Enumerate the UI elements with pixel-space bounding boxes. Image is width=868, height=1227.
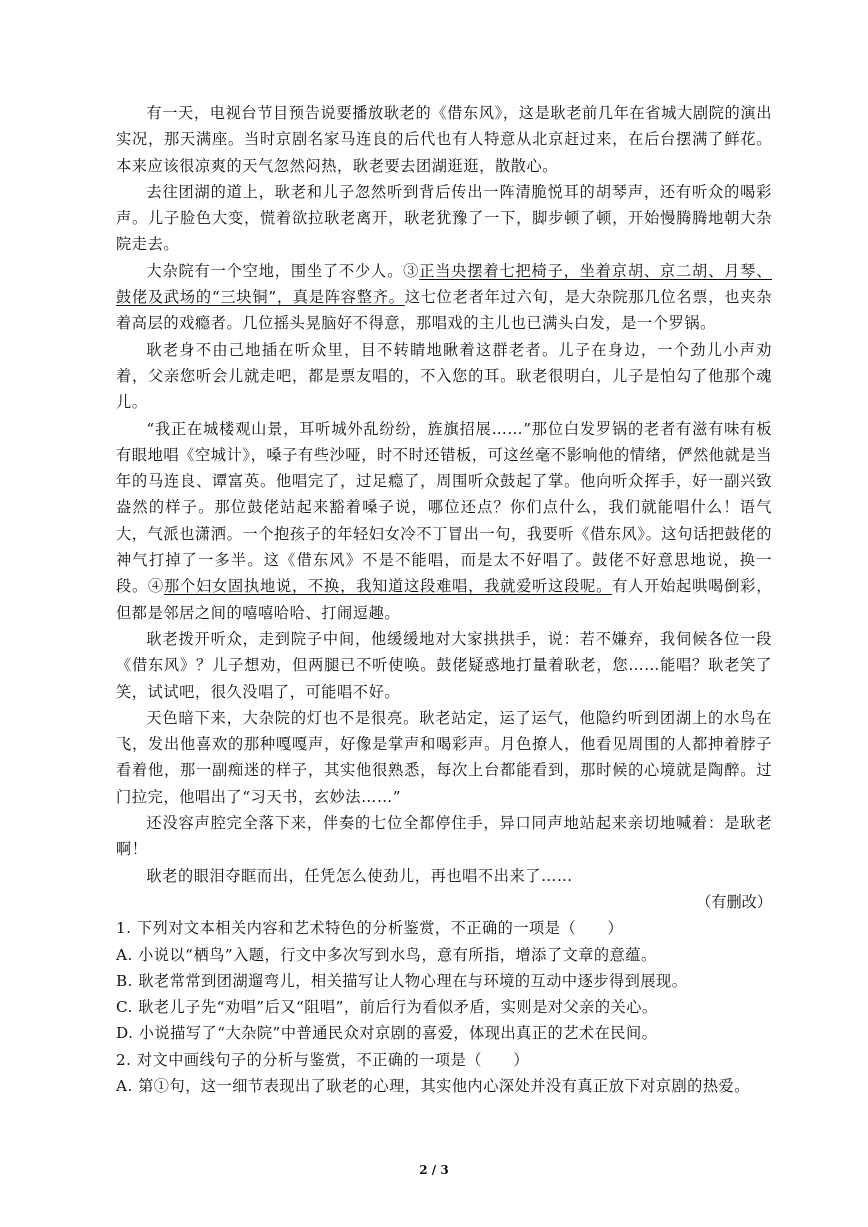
paragraph-text: 这七位老者年过六旬，是大杂院那几位名票，也夹杂着高层的戏瘾者。几位摇头晃脑好不得意，那唱戏的主儿也已满头白发，是一个罗锅。 bbox=[116, 288, 772, 333]
paragraph-text: 耿老的眼泪夺眶而出，任凭怎么使劲儿，再也唱不出来了…… bbox=[146, 866, 573, 885]
story-paragraph bbox=[116, 337, 772, 416]
story-paragraphs bbox=[116, 100, 772, 889]
story-paragraph bbox=[116, 179, 772, 258]
story-paragraph bbox=[116, 100, 772, 179]
question-option: B. 耿老常常到团湖遛弯儿，相关描写让人物心理在与环境的互动中逐步得到展现。 bbox=[116, 971, 688, 990]
question-option: C. 耿老儿子先“劝唱”后又“阻唱”，前后行为看似矛盾，实则是对父亲的关心。 bbox=[116, 998, 658, 1017]
page-number: 2 / 3 bbox=[419, 1163, 449, 1177]
story-paragraph bbox=[116, 626, 772, 705]
paragraph-text: 天色暗下来，大杂院的灯也不是很亮。耿老站定，运了运气，他隐约听到团湖上的水鸟在飞，发出他喜欢的那种嘎嘎声，好像是掌声和喝彩声。月色撩人，他看见周围的人都抻着脖子看着他，那一副痴迷的样子，其实他很熟悉，每次上台都能看到，那时候的心境就是陶醉。过门拉完，他唱出了“习天书，玄妙法……” bbox=[116, 708, 772, 806]
paragraph-text: 有人开始起哄喝倒彩，但都是邻居之间的嘻嘻哈哈、打闹逗趣。 bbox=[116, 577, 772, 622]
question-stem: 2. 对文中画线句子的分析与鉴赏，不正确的一项是（ ） bbox=[116, 1050, 530, 1069]
story-paragraph bbox=[116, 705, 772, 810]
underlined-sentence: 正当央摆着七把椅子，坐着京胡、京二胡、月琴、鼓佬及武场的“三块铜”，真是阵容整齐。 bbox=[116, 261, 772, 307]
question-stem: 1. 下列对文本相关内容和艺术特色的分析鉴赏，不正确的一项是（ ） bbox=[116, 919, 624, 938]
paragraph-text: 去往团湖的道上，耿老和儿子忽然听到背后传出一阵清脆悦耳的胡琴声，还有听众的喝彩声。儿子脸色大变，慌着欲拉耿老离开，耿老犹豫了一下，脚步顿了顿，开始慢腾腾地朝大杂院走去。 bbox=[116, 182, 772, 254]
question-option: A. 第①句，这一细节表现出了耿老的心理，其实他内心深处并没有真正放下对京剧的热爱。 bbox=[116, 1076, 750, 1095]
paragraph-text: “我正在城楼观山景，耳听城外乱纷纷，旌旗招展……”那位白发罗锅的老者有滋有味有板有眼地唱《空城计》，嗓子有些沙哑，时不时还错板，可这丝毫不影响他的情绪，俨然他就是当年的马连良、谭富英。他唱完了，过足瘾了，周围听众鼓起了掌。他向听众挥手，好一副兴致盎然的样子。那位鼓佬站起来豁着嗓子说，哪位还点？你们点什么，我们就能唱什么！语气大，气派也潇洒。一个抱孩子的年轻妇女冷不丁冒出一句，我要听《借东风》。这句话把鼓佬的神气打掉了一多半。这《借东风》不是不能唱，而是太不好唱了。鼓佬不好意思地说，换一段。④ bbox=[116, 419, 772, 596]
edit-note: （有删改） bbox=[696, 892, 772, 911]
question-option: D. 小说描写了“大杂院”中普通民众对京剧的喜爱，体现出真正的艺术在民间。 bbox=[116, 1024, 658, 1043]
article-body bbox=[116, 100, 772, 1099]
paragraph-text: 还没容声腔完全落下来，伴奏的七位全都停住手，异口同声地站起来亲切地喊着：是耿老啊！ bbox=[116, 814, 772, 859]
question-list bbox=[116, 915, 772, 1099]
story-paragraph bbox=[116, 810, 772, 863]
paragraph-text: 有一天，电视台节目预告说要播放耿老的《借东风》，这是耿老前几年在省城大剧院的演出实况，那天满座。当时京剧名家马连良的后代也有人特意从北京赶过来，在后台摆满了鲜花。本来应该很凉爽的天气忽然闷热，耿老要去团湖逛逛，散散心。 bbox=[116, 104, 772, 175]
story-paragraph bbox=[116, 258, 772, 337]
paragraph-text: 大杂院有一个空地，围坐了不少人。③ bbox=[146, 261, 420, 280]
story-paragraph bbox=[116, 863, 772, 889]
question-option: A. 小说以“栖鸟”入题，行文中多次写到水鸟，意有所指，增添了文章的意蕴。 bbox=[116, 945, 657, 964]
paragraph-text: 耿老身不由己地插在听众里，目不转睛地瞅着这群老者。儿子在身边，一个劲儿小声劝着，父亲您听会儿就走吧，都是票友唱的，不入您的耳。耿老很明白，儿子是怕勾了他那个魂儿。 bbox=[116, 340, 772, 412]
story-paragraph bbox=[116, 416, 772, 626]
underlined-sentence: 那个妇女固执地说，不换，我知道这段难唱，我就爱听这段呢。 bbox=[164, 577, 613, 596]
paragraph-text: 耿老拨开听众，走到院子中间，他缓缓地对大家拱拱手，说：若不嫌弃，我伺候各位一段《借东风》？儿子想劝，但两腿已不听使唤。鼓佬疑惑地打量着耿老，您……能唱？耿老笑了笑，试试吧，很久没唱了，可能唱不好。 bbox=[116, 629, 772, 701]
